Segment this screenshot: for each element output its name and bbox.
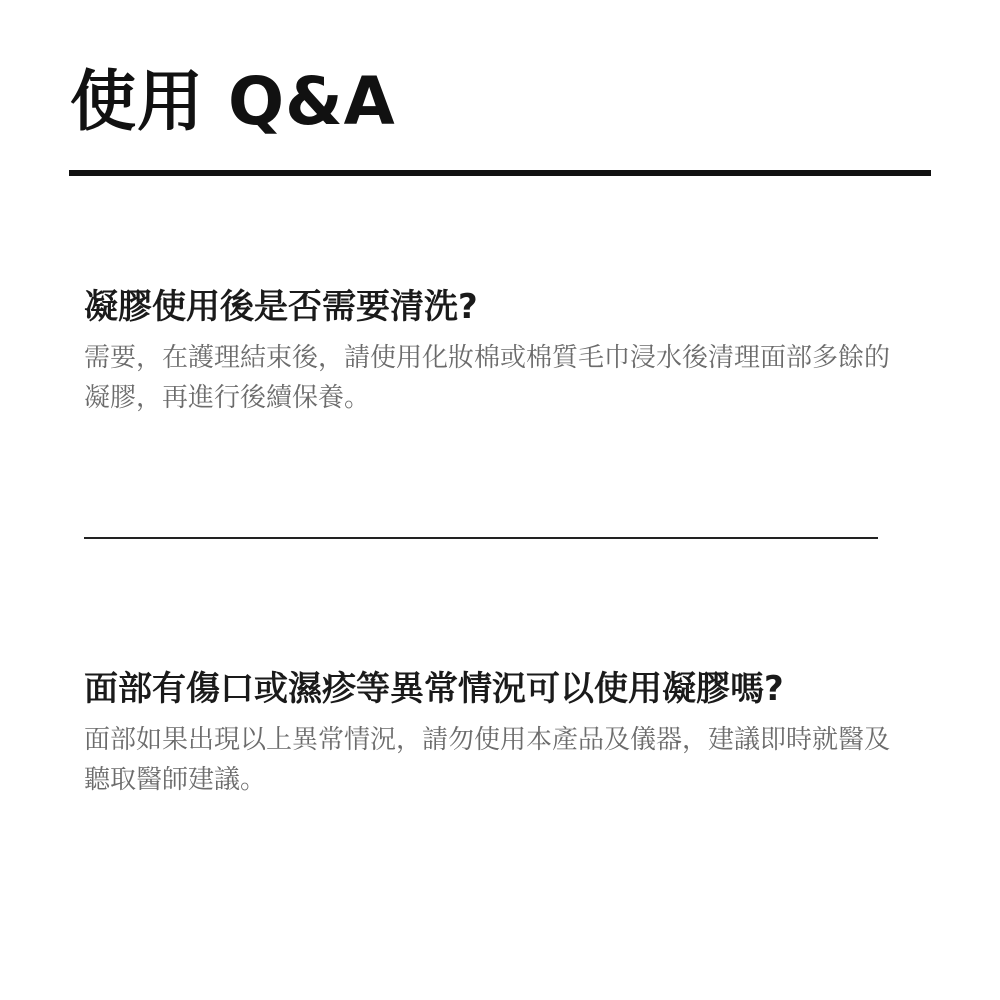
title-underline <box>69 170 931 176</box>
page-title: 使用 Q&A <box>70 63 396 140</box>
faq-question: 凝膠使用後是否需要清洗? <box>84 287 478 327</box>
faq-answer: 需要，在護理結束後，請使用化妝棉或棉質毛巾浸水後清理面部多餘的凝膠，再進行後續保養。 <box>84 343 891 413</box>
faq-answer: 面部如果出現以上異常情況，請勿使用本產品及儀器，建議即時就醫及聽取醫師建議。 <box>84 725 891 795</box>
faq-item <box>84 284 904 418</box>
faq-item <box>84 666 904 800</box>
faq-question: 面部有傷口或濕疹等異常情況可以使用凝膠嗎? <box>84 669 784 709</box>
section-divider <box>84 537 878 539</box>
